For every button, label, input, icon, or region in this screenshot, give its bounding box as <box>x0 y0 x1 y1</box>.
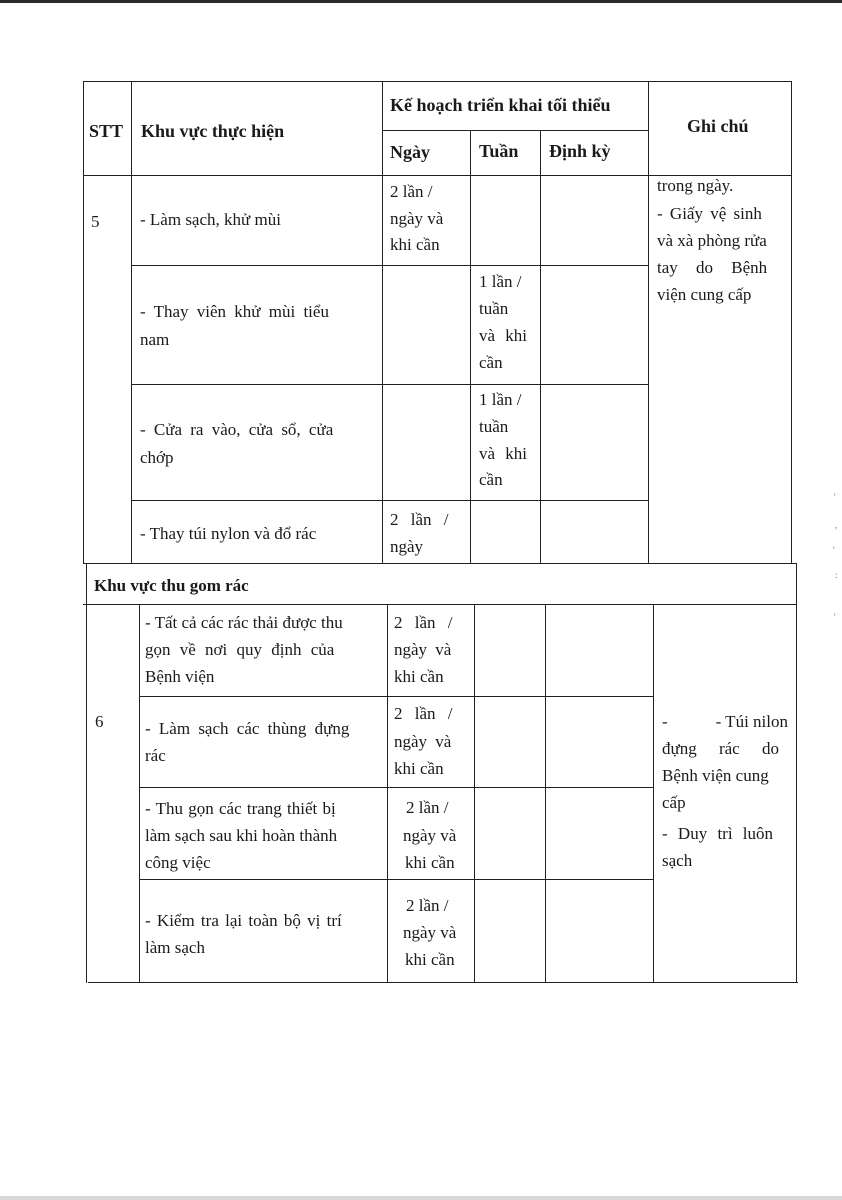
frequency-day: khi cần <box>394 667 444 686</box>
task-cell: - Thay viên khử mùi tiểu <box>140 302 329 321</box>
frequency-day: khi cần <box>405 950 455 969</box>
frequency-day: 2 lần / <box>394 613 453 632</box>
header-area: Khu vực thực hiện <box>141 121 285 141</box>
frequency-day: ngày và <box>394 732 452 751</box>
frequency-day: 2 lần / <box>406 896 449 915</box>
frequency-week: 1 lần / <box>479 272 522 291</box>
task-cell: nam <box>140 330 170 349</box>
task-cell: Bệnh viện <box>145 667 215 686</box>
frequency-day: 2 lần / <box>390 182 433 201</box>
task-cell: gọn về nơi quy định của <box>145 640 335 659</box>
task-cell: chớp <box>140 448 174 467</box>
frequency-week: tuần <box>479 417 509 436</box>
header-periodic: Định kỳ <box>549 141 611 161</box>
frequency-day: ngày <box>390 537 424 556</box>
frequency-day: ngày và <box>390 209 444 228</box>
section-6-title: Khu vực thu gom rác <box>94 576 249 595</box>
task-cell: - Thay túi nylon và đổ rác <box>140 524 317 543</box>
section-5-stt: 5 <box>91 212 100 231</box>
frequency-week: cần <box>479 470 503 489</box>
header-plan: Kế hoạch triển khai tối thiểu <box>390 95 611 115</box>
task-cell: công việc <box>145 853 211 872</box>
frequency-day: 2 lần / <box>390 510 449 529</box>
task-cell: - Làm sạch các thùng đựng <box>145 719 350 738</box>
header-note: Ghi chú <box>687 116 749 136</box>
frequency-day: khi cần <box>390 235 440 254</box>
frequency-day: 2 lần / <box>394 704 453 723</box>
frequency-week: và khi <box>479 444 528 463</box>
task-cell: - Tất cả các rác thải được thu <box>145 613 343 632</box>
header-day: Ngày <box>390 142 430 162</box>
frequency-day: ngày và <box>403 923 457 942</box>
frequency-day: 2 lần / <box>406 798 449 817</box>
frequency-day: khi cần <box>405 853 455 872</box>
task-cell: rác <box>145 746 166 765</box>
frequency-day: ngày và <box>394 640 452 659</box>
section-6-stt: 6 <box>95 712 104 731</box>
document-page: STT Khu vực thực hiện Kế hoạch triển khai tối thiểu Ngày Tuần Định kỳ Ghi chú 5 - Làm sạch, khử mùi 2 lần / ngày và khi cần - Thay viên khử mùi tiểu nam 1 lần / tuần và khi cần - Cửa ra vào, cửa sổ, cửa chớp 1 lần / tuần và khi cần - Thay túi nylon và đổ rác 2 lần / ngày trong ngày. - Giấy vệ sinh và xà phòng rửa tay do Bệnh viện cung cấp Khu vực thu gom rác 6 - Tất cả các rác thải được thu gọn về nơi quy định của Bệnh viện 2 lần / ngày và khi cần - Làm sạch các thùng đựng rác 2 lần / ngày và khi cần - Thu gọn các trang thiết bị làm sạch sau khi hoàn thành công việc 2 lần / ngày và khi cần - Kiểm tra lại toàn bộ vị trí làm sạch 2 lần / ngày và khi cần - - Túi nilon đựng rác do Bệnh viện cung cấp - Duy trì luôn sạch ' , ' : ' <box>0 0 842 1200</box>
frequency-week: cần <box>479 353 503 372</box>
frequency-week: và khi <box>479 326 528 345</box>
task-cell: làm sạch <box>145 938 205 957</box>
task-cell: - Cửa ra vào, cửa sổ, cửa <box>140 420 334 439</box>
frequency-day: ngày và <box>403 826 457 845</box>
task-cell: - Kiểm tra lại toàn bộ vị trí <box>145 911 342 930</box>
header-week: Tuần <box>479 141 519 161</box>
task-cell: - Làm sạch, khử mùi <box>140 210 281 229</box>
frequency-week: tuần <box>479 299 509 318</box>
header-stt: STT <box>89 121 124 141</box>
frequency-week: 1 lần / <box>479 390 522 409</box>
task-cell: làm sạch sau khi hoàn thành <box>145 826 338 845</box>
frequency-day: khi cần <box>394 759 444 778</box>
task-cell: - Thu gọn các trang thiết bị <box>145 799 336 818</box>
